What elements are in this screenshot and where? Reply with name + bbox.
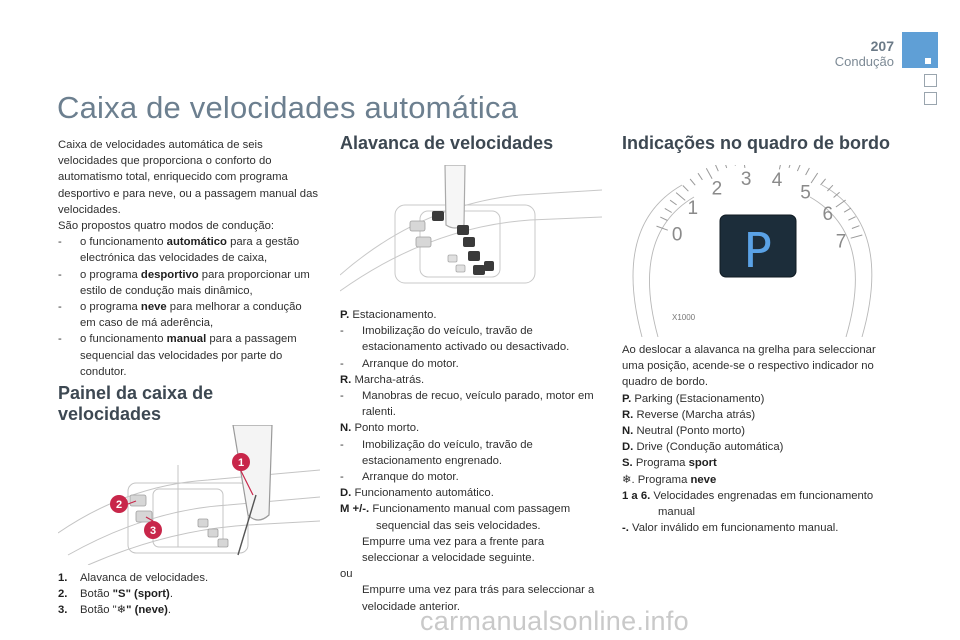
indicator-code: P.	[622, 392, 632, 405]
gauge-tick	[670, 200, 677, 205]
indicator-desc: Neutral (Ponto morto)	[633, 425, 746, 438]
position-desc: Ponto morto.	[351, 422, 420, 435]
dash-item	[340, 388, 602, 420]
mode-text	[80, 299, 320, 331]
legend-number: 2.	[58, 588, 68, 601]
corner-tab-dot	[925, 58, 931, 64]
position-label	[340, 420, 602, 436]
position-code: P.	[340, 309, 350, 321]
mode-pre: o programa	[80, 301, 141, 314]
instrument-cluster-figure	[622, 165, 884, 337]
gauge-tick	[848, 217, 855, 221]
gauge-number: 7	[835, 231, 847, 253]
dash-item	[340, 469, 602, 485]
gauge-number: 1	[687, 197, 699, 219]
gauge-number: 3	[740, 168, 752, 190]
legend-post: .	[169, 588, 173, 601]
dash-item	[340, 356, 602, 372]
gauge-tick	[734, 165, 736, 166]
legend-number: 1.	[58, 572, 68, 584]
indicator-item	[622, 391, 884, 407]
mode-bold: automático	[166, 236, 227, 249]
intro-block	[58, 137, 320, 380]
nav-box-1[interactable]	[924, 74, 937, 87]
gauge-tick	[676, 193, 685, 201]
corner-tab	[902, 32, 938, 68]
quadro-list	[622, 391, 884, 537]
dash-text: Imobilização do veículo, travão de estacionamento engrenado.	[362, 438, 533, 467]
indicator-desc: Drive (Condução automática)	[633, 441, 784, 454]
mode-item	[58, 299, 320, 331]
position-desc: Estacionamento.	[349, 309, 437, 321]
gauge-tick	[821, 179, 826, 185]
dash-item	[340, 534, 602, 566]
mode-post: para melhorar a condução em caso de má aderência,	[80, 301, 302, 330]
plain-line: ou	[340, 568, 353, 581]
mode-bullet: -	[58, 268, 62, 281]
intro-paragraph: Caixa de velocidades automática de seis velocidades que proporciona o conforto do automatismo total, enriquecido com programa desportivo e para neve, ou a passagem manual das velocidades.	[58, 139, 318, 216]
mode-bold: neve	[140, 301, 167, 314]
legend-item	[58, 602, 320, 618]
legend-pre: Botão	[80, 588, 113, 601]
legend-pre: Botão "	[80, 604, 117, 617]
gauge-tick	[706, 168, 712, 179]
nav-box-2[interactable]	[924, 92, 937, 105]
indicator-desc: Programa	[632, 457, 689, 470]
gauge-number: 5	[800, 182, 811, 204]
dash-text: Empurre uma vez para a frente para seleccionar a velocidade seguinte.	[362, 535, 545, 565]
indicator-bold: sport	[688, 457, 717, 470]
dash-mark: -	[340, 357, 344, 370]
painel-legend	[58, 570, 320, 619]
gauge-number: 0	[671, 224, 683, 246]
gauge-number: 2	[711, 178, 723, 200]
legend-post: .	[167, 604, 172, 617]
snow-icon: ❄	[116, 604, 127, 617]
modes-list	[58, 234, 320, 380]
legend-number: 3.	[58, 604, 68, 617]
gauge-tick	[715, 165, 718, 171]
legend-bold: "S" (sport)	[112, 588, 170, 601]
mode-post: para a gestão electrónica das velocidades de caixa,	[80, 236, 300, 265]
indicator-desc: Reverse (Marcha atrás)	[633, 408, 756, 421]
legend-text	[80, 602, 320, 618]
mode-item	[58, 234, 320, 266]
gauge-tick	[665, 208, 672, 212]
gauge-tick	[844, 208, 851, 212]
callout-2: 2	[115, 499, 123, 511]
mode-item	[58, 331, 320, 380]
dash-item	[340, 323, 602, 355]
dash-text: Arranque do motor.	[362, 471, 459, 484]
gauge-number: 4	[771, 170, 783, 192]
indicator-code: D.	[622, 441, 634, 454]
indicator-code: -.	[622, 522, 629, 535]
position-label	[340, 372, 602, 388]
indicator-item	[622, 423, 884, 439]
indicator-desc: Valor inválido em funcionamento manual.	[628, 522, 839, 535]
mode-text	[80, 331, 320, 380]
alavanca-list	[340, 307, 602, 615]
mode-pre: o programa	[80, 268, 141, 281]
mode-bold: desportivo	[140, 268, 199, 281]
gauge-tick	[743, 165, 745, 168]
gauge-tick	[806, 168, 810, 175]
gauge-tick	[797, 165, 800, 171]
gauge-tick	[698, 173, 702, 180]
quadro-intro: Ao deslocar a alavanca na grelha para seleccionar uma posição, acende-se o respectivo indicador no quadro de bordo.	[622, 344, 876, 389]
indicator-item	[622, 407, 884, 423]
mode-bullet: -	[58, 236, 62, 249]
mode-pre: o funcionamento	[80, 333, 167, 346]
legend-item	[58, 586, 320, 602]
indicator-code: N.	[622, 425, 634, 438]
gauge-tick	[836, 200, 846, 207]
alavanca-heading: Alavanca de velocidades	[340, 133, 554, 153]
mode-text	[80, 267, 320, 299]
gauge-tick	[852, 226, 860, 229]
dash-mark	[340, 534, 362, 566]
mode-text	[80, 234, 320, 266]
legend-text	[80, 586, 320, 602]
dash-text: Empurre uma vez para trás para seleccionar a velocidade anterior.	[362, 584, 595, 613]
legend-item	[58, 570, 320, 586]
dash-item	[340, 437, 602, 469]
modes-intro: São propostos quatro modos de condução:	[58, 220, 275, 233]
dash-mark: -	[340, 325, 344, 338]
gauge-tick	[851, 235, 863, 238]
painel-heading: Painel da caixa de velocidades	[58, 383, 214, 424]
callout-1: 1	[237, 457, 245, 469]
indicator-item	[622, 455, 884, 471]
gauge-number: 6	[822, 203, 834, 225]
quadro-heading: Indicações no quadro de bordo	[622, 133, 891, 153]
quadro-block	[622, 342, 884, 536]
mode-post: para a passagem sequencial das velocidades por parte do condutor.	[80, 333, 297, 378]
position-label	[340, 485, 602, 501]
mode-pre: o funcionamento	[80, 236, 167, 249]
indicator-desc: Parking (Estacionamento)	[631, 392, 765, 405]
indicator-code: 1 a 6.	[622, 489, 651, 502]
indicator-code: R.	[622, 408, 634, 421]
mode-post: para proporcionar um estilo de condução mais dinâmico,	[80, 268, 310, 297]
position-desc: Funcionamento manual com passagem sequencial das seis velocidades.	[369, 503, 571, 532]
display-letter: P	[743, 223, 773, 279]
indicator-item	[622, 520, 884, 536]
indicator-code: S.	[622, 457, 633, 470]
gauge-tick	[690, 179, 695, 185]
position-desc: Marcha-atrás.	[351, 373, 425, 386]
gauge-tick	[724, 165, 727, 168]
dash-text: Manobras de recuo, veículo parado, motor em ralenti.	[362, 390, 594, 419]
callout-3: 3	[149, 525, 157, 537]
dash-mark: -	[340, 471, 344, 484]
indicator-item	[622, 488, 884, 520]
position-code: R.	[340, 373, 352, 386]
gear-panel-figure	[58, 425, 320, 565]
mode-bullet: -	[58, 333, 62, 346]
indicator-desc: . Programa	[631, 473, 691, 486]
position-code: N.	[340, 422, 352, 435]
indicator-item	[622, 472, 884, 488]
dash-mark: -	[340, 390, 344, 403]
position-code: M +/-.	[340, 503, 370, 516]
legend-pre: Alavanca de velocidades.	[80, 572, 209, 584]
gauge-tick	[683, 186, 689, 192]
position-label-hang	[340, 501, 602, 533]
dash-mark	[340, 582, 362, 614]
gauge-tick	[660, 217, 667, 220]
gear-lever-figure	[340, 165, 602, 295]
gauge-tick	[657, 226, 668, 230]
legend-bold: " (neve)	[126, 604, 168, 617]
watermark: carmanualsonline.info	[420, 606, 689, 636]
position-desc: Funcionamento automático.	[351, 487, 494, 500]
section-label: Condução	[834, 54, 894, 69]
gauge-tick	[811, 173, 818, 183]
dash-mark: -	[340, 438, 344, 451]
position-code: D.	[340, 487, 352, 500]
snow-icon: ❄	[622, 473, 632, 486]
gauge-tick	[789, 165, 791, 168]
page-number: 207	[870, 38, 894, 54]
gauge-unit: X1000	[672, 313, 696, 322]
dash-text: Imobilização do veículo, travão de estacionamento activado ou desactivado.	[362, 325, 570, 354]
indicator-desc: Velocidades engrenadas em funcionamento manual	[650, 489, 874, 519]
gauge-tick	[779, 165, 782, 169]
indicator-bold: neve	[690, 473, 717, 486]
mode-item	[58, 267, 320, 299]
mode-bullet: -	[58, 301, 62, 314]
page-title: Caixa de velocidades automática	[57, 90, 519, 125]
mode-bold: manual	[166, 333, 207, 346]
position-label	[340, 307, 602, 323]
indicator-item	[622, 439, 884, 455]
dash-text: Arranque do motor.	[362, 357, 459, 370]
legend-text	[80, 570, 320, 586]
